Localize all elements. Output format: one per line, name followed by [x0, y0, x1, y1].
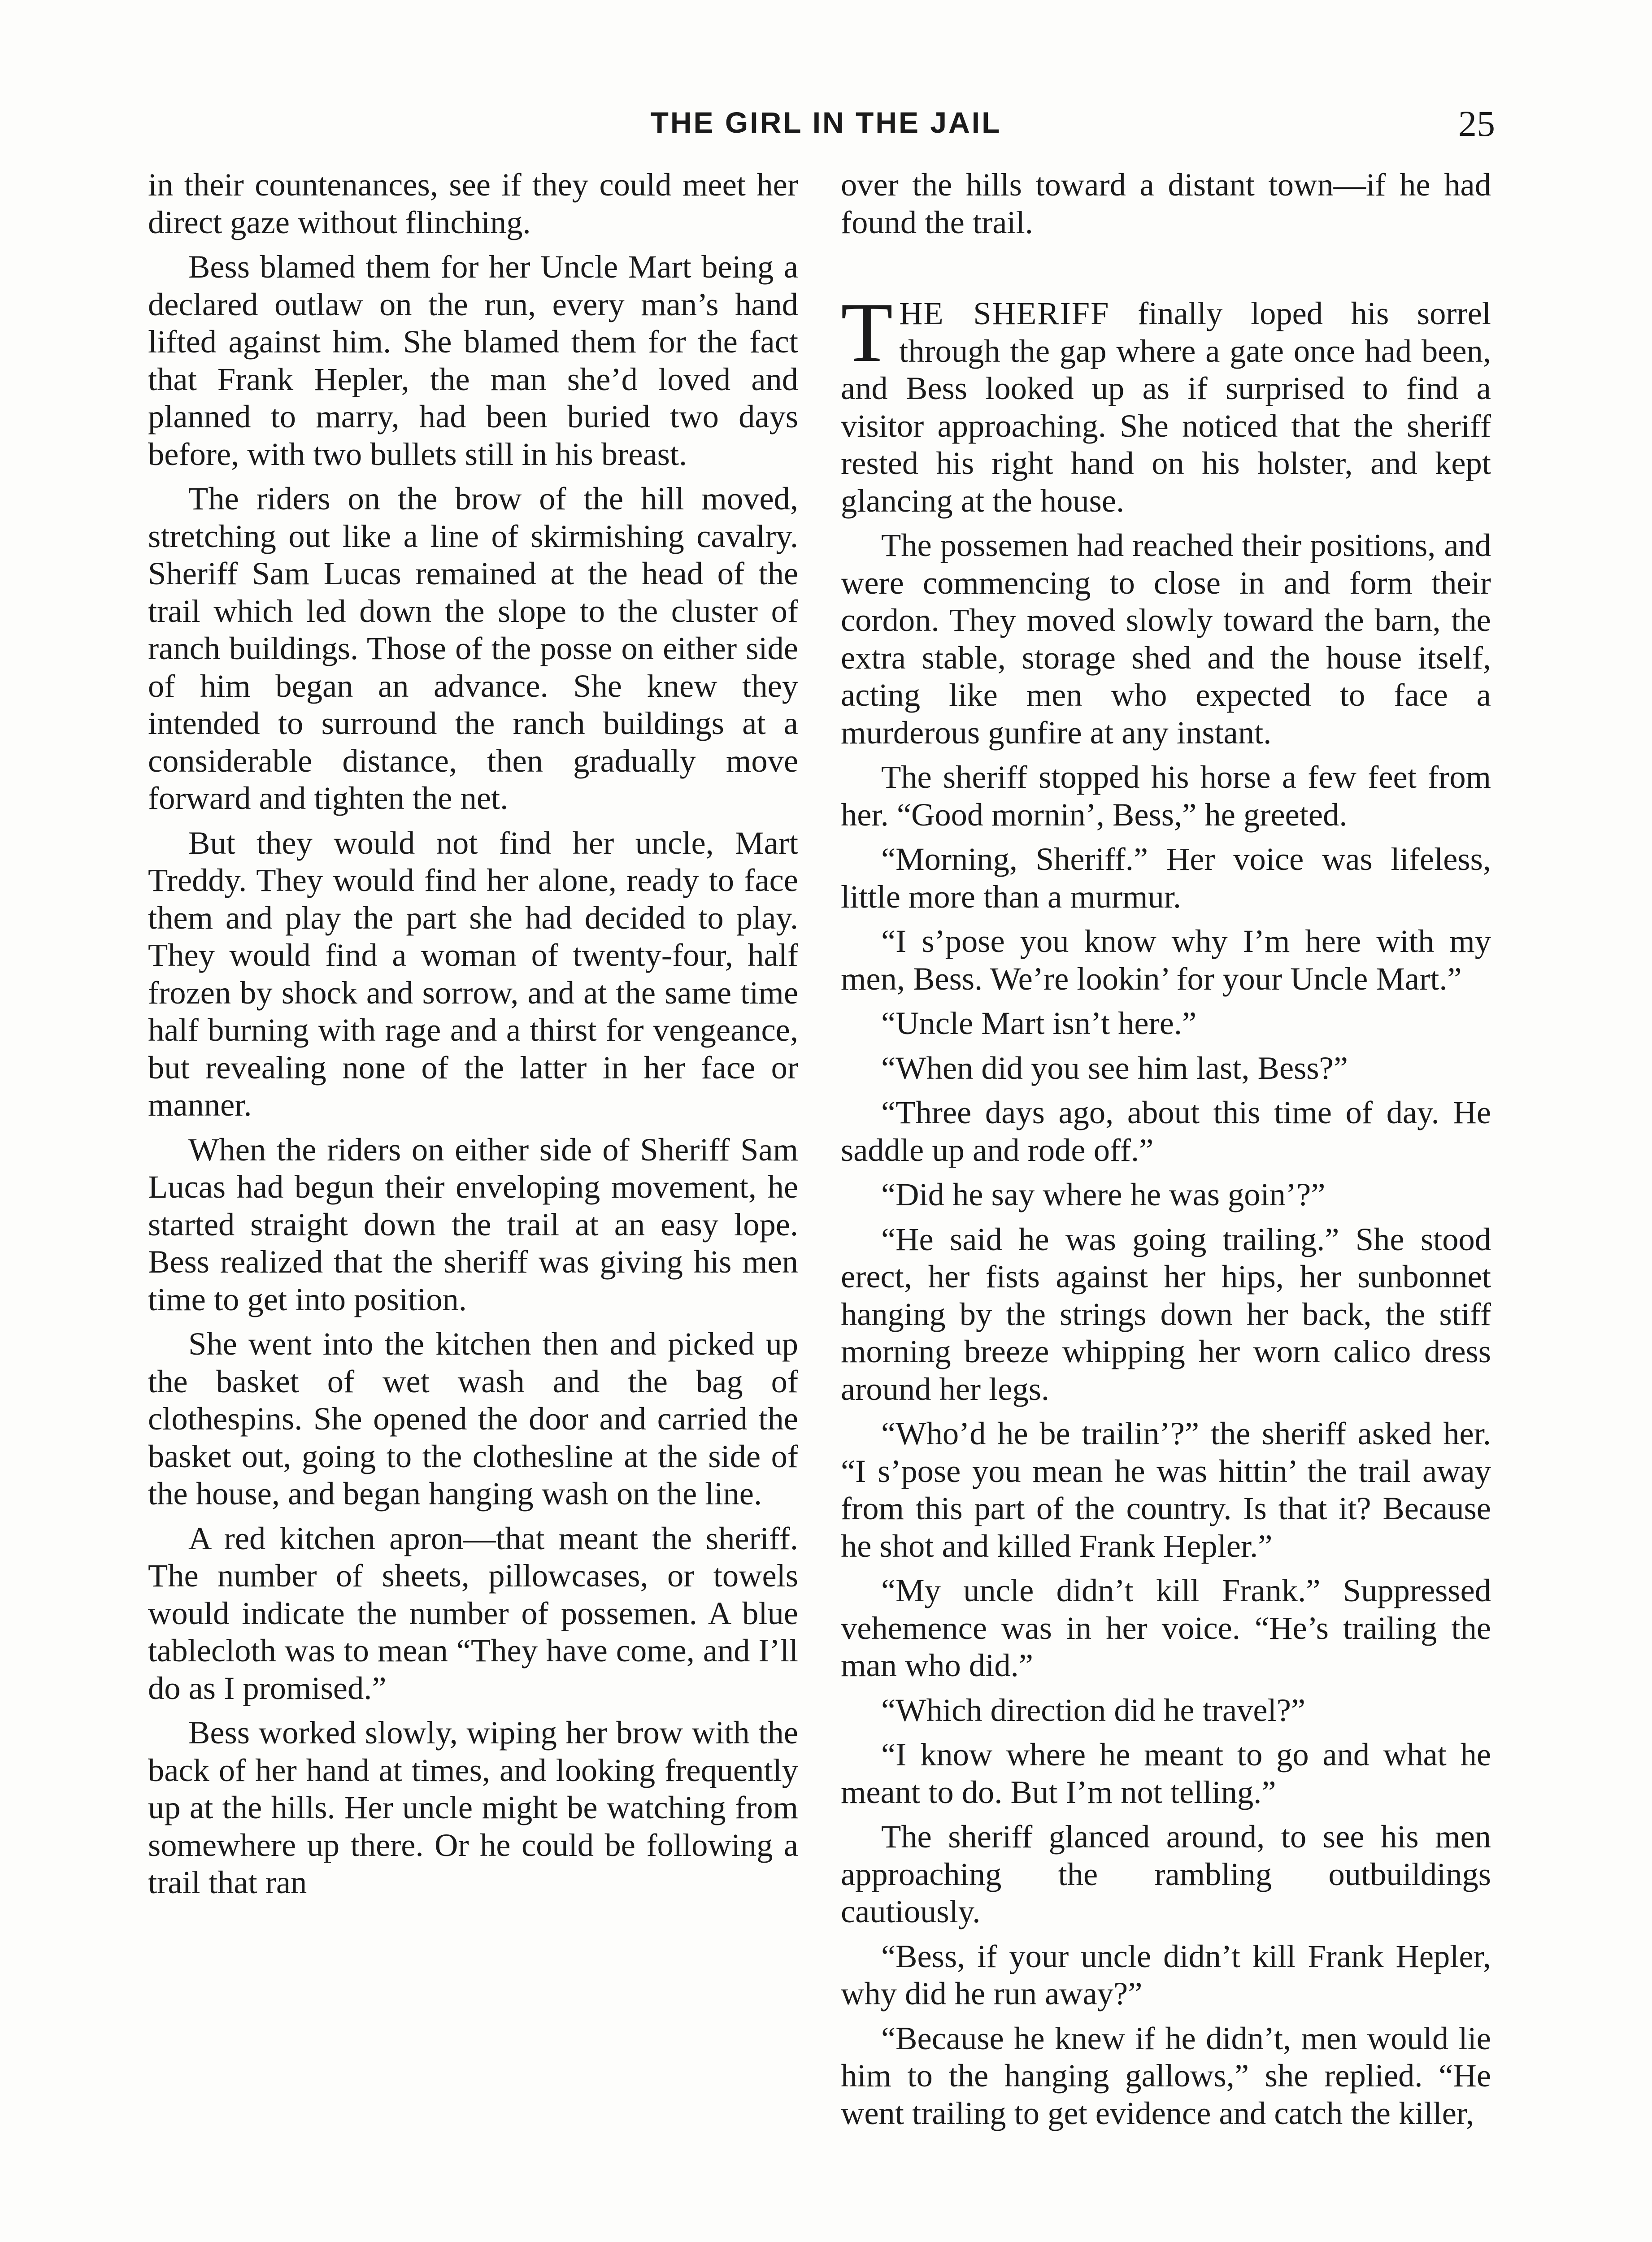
paragraph: “Who’d he be trailin’?” the sheriff asked her. “I s’pose you mean he was hittin’ the trail away from this part of the country. Is that it? Because he shot and killed Frank Hepler.” [841, 1415, 1491, 1564]
paragraph: The possemen had reached their positions, and were commencing to close in and form their cordon. They moved slowly toward the barn, the extra stable, storage shed and the house itself, acting like men who expected to face a murderous gunfire at any instant. [841, 527, 1491, 751]
paragraph: When the riders on either side of Sheriff Sam Lucas had begun their enveloping movement, he started straight down the trail at an easy lope. Bess realized that the sheriff was giving his men time to get into position. [148, 1131, 798, 1317]
paragraph: “I s’pose you know why I’m here with my men, Bess. We’re lookin’ for your Uncle Mart.” [841, 923, 1491, 997]
paragraph: The sheriff glanced around, to see his men approaching the rambling outbuildings cautiously. [841, 1818, 1491, 1929]
paragraph: “I know where he meant to go and what he meant to do. But I’m not telling.” [841, 1736, 1491, 1810]
paragraph: over the hills toward a distant town—if he had found the trail. [841, 166, 1491, 240]
paragraph-text: finally loped his sorrel through the gap where a gate once had been, and Bess looked up as if surprised to find a visitor approaching. She noticed that the sheriff rested his right hand on his holster, and kept glancing at the house. [841, 295, 1491, 519]
page-number: 25 [1458, 103, 1495, 144]
paragraph: But they would not find her uncle, Mart Treddy. They would find her alone, ready to face them and play the part she had decided to play. They would find a woman of twenty-four, half frozen by shock and sorrow, and at the same time half burning with rage and a thirst for vengeance, but revealing none of the latter in her face or manner. [148, 824, 798, 1123]
paragraph: “Did he say where he was goin’?” [881, 1176, 1326, 1212]
paragraph: “Three days ago, about this time of day. He saddle up and rode off.” [841, 1094, 1491, 1168]
paragraph: The riders on the brow of the hill moved, stretching out like a line of skirmishing cavalry. Sheriff Sam Lucas remained at the head of the trail which led down the slope to the cluster of ranch buildings. Those of the posse on either side of him began an advance. She knew they intended to surround the ranch buildings at a considerable distance, then gradually move forward and tighten the net. [148, 480, 798, 816]
paragraph: “Bess, if your uncle didn’t kill Frank Hepler, why did he run away?” [841, 1938, 1491, 2012]
small-caps-lead: HE SHERIFF [899, 295, 1110, 331]
paragraph: “When did you see him last, Bess?” [881, 1049, 1348, 1086]
paragraph: “Because he knew if he didn’t, men would lie him to the hanging gallows,” she replied. “He went trailing to get evidence and catch the killer, [841, 2020, 1491, 2131]
paragraph: “Uncle Mart isn’t here.” [881, 1005, 1197, 1041]
left-column [148, 166, 798, 1908]
paragraph: She went into the kitchen then and picked up the basket of wet wash and the bag of clothespins. She opened the door and carried the basket out, going to the clothesline at the side of the house, and began hanging wash on the line. [148, 1325, 798, 1512]
paragraph: A red kitchen apron—that meant the sheriff. The number of sheets, pillowcases, or towels would indicate the number of possemen. A blue tablecloth was to mean “They have come, and I’ll do as I promised.” [148, 1520, 798, 1706]
section-opening-paragraph [841, 286, 1491, 519]
paragraph: The sheriff stopped his horse a few feet from her. “Good mornin’, Bess,” he greeted. [841, 759, 1491, 833]
paragraph: Bess blamed them for her Uncle Mart being a declared outlaw on the run, every man’s hand lifted against him. She blamed them for the fact that Frank Hepler, the man she’d loved and planned to marry, had been buried two days before, with two bullets still in his breast. [148, 248, 798, 472]
paragraph: in their countenances, see if they could meet her direct gaze without flinching. [148, 166, 798, 240]
paragraph: Bess worked slowly, wiping her brow with the back of her hand at times, and looking frequently up at the hills. Her uncle might be watching from somewhere up there. Or he could be following a trail that ran [148, 1714, 798, 1900]
paragraph: “Which direction did he travel?” [881, 1691, 1306, 1728]
right-column [841, 166, 1491, 2139]
drop-cap: T [841, 286, 893, 380]
page-header [0, 105, 1652, 155]
paragraph: “My uncle didn’t kill Frank.” Suppressed vehemence was in her voice. “He’s trailing the man who did.” [841, 1572, 1491, 1683]
paragraph: “Morning, Sheriff.” Her voice was lifeless, little more than a murmur. [841, 841, 1491, 915]
running-title: THE GIRL IN THE JAIL [650, 106, 1002, 139]
paragraph: “He said he was going trailing.” She stood erect, her fists against her hips, her sunbonnet hanging by the strings down her back, the stiff morning breeze whipping her worn calico dress around her legs. [841, 1221, 1491, 1407]
